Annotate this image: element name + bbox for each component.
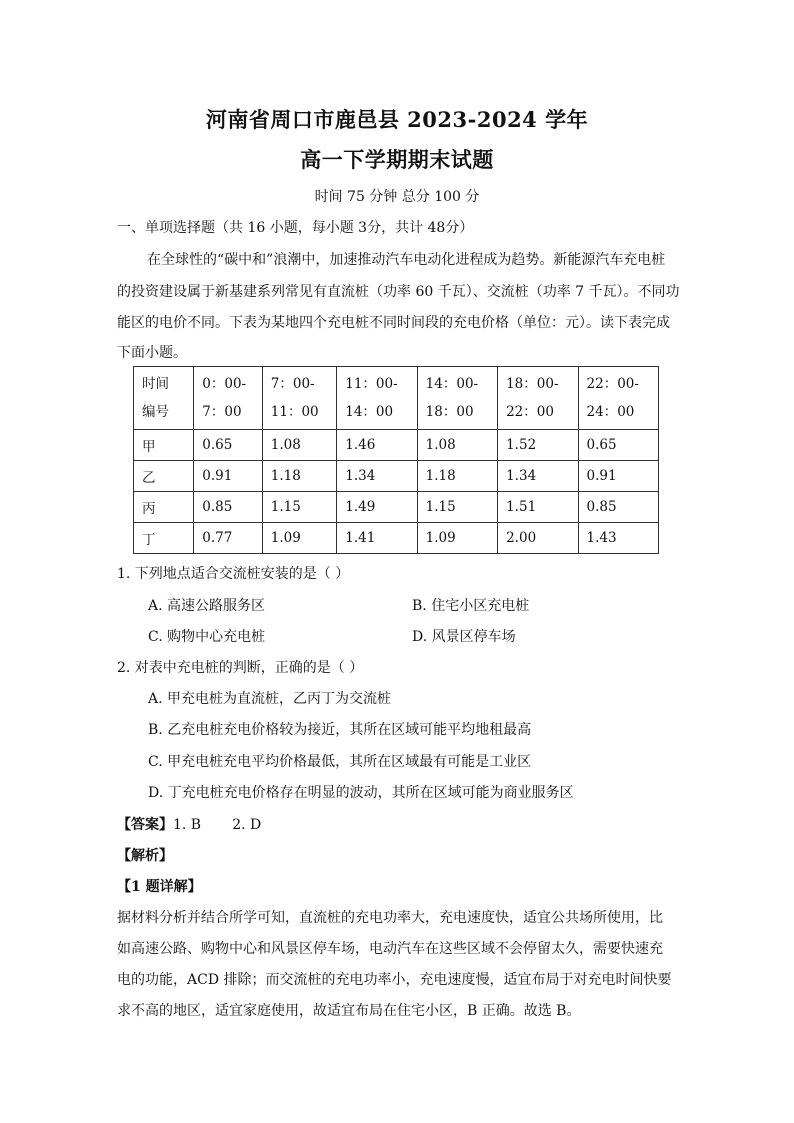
period-end: 14：00 (345, 404, 394, 420)
analysis-line: 电的功能，ACD 排除；而交流桩的充电功率小，充电速度慢，适宜布局于对充电时间快要 (117, 972, 672, 988)
period-start: 14：00- (425, 376, 479, 392)
period-start: 7：00- (270, 376, 315, 392)
period-header (578, 367, 658, 430)
row-id: 乙 (134, 461, 194, 492)
price-cell: 0.77 (194, 523, 263, 554)
table-header-row (134, 367, 659, 430)
period-header (262, 367, 336, 430)
price-cell: 1.34 (337, 461, 417, 492)
price-cell: 0.91 (194, 461, 263, 492)
period-start: 0：00- (202, 376, 247, 392)
table-row (134, 461, 659, 492)
price-cell: 1.34 (498, 461, 578, 492)
price-table (133, 366, 659, 554)
question-2-option-c[interactable]: C. 甲充电桩充电平均价格最低，其所在区域最有可能是工业区 (148, 754, 532, 770)
corner-label-time: 时间 (142, 376, 169, 392)
question-1-option-d[interactable]: D. 风景区停车场 (412, 629, 516, 645)
question-2-stem: 2. 对表中充电桩的判断，正确的是（ ） (117, 660, 364, 676)
period-end: 11：00 (270, 404, 319, 420)
answer-line (117, 815, 687, 835)
analysis-line: 据材料分析并结合所学可知，直流桩的充电功率大，充电速度快，适宜公共场所使用，比 (117, 910, 663, 926)
price-cell: 1.18 (417, 461, 497, 492)
row-id: 丁 (134, 523, 194, 554)
period-start: 22：00- (586, 376, 639, 392)
price-cell: 1.08 (262, 430, 336, 461)
period-start: 18：00- (506, 376, 559, 392)
price-cell: 1.52 (498, 430, 578, 461)
row-id: 甲 (134, 430, 194, 461)
period-end: 22：00 (506, 404, 554, 420)
exam-title-line2: 高一下学期期末试题 (300, 147, 494, 172)
analysis-detail-label: 【1 题详解】 (117, 879, 202, 895)
period-header (337, 367, 417, 430)
price-cell: 1.41 (337, 523, 417, 554)
price-cell: 1.46 (337, 430, 417, 461)
price-cell: 1.18 (262, 461, 336, 492)
table-row (134, 523, 659, 554)
row-id: 丙 (134, 492, 194, 523)
question-2-option-a[interactable]: A. 甲充电桩为直流桩，乙丙丁为交流桩 (148, 691, 392, 707)
question-1-stem: 1. 下列地点适合交流桩安装的是（ ） (117, 566, 350, 582)
answer-text: 1. B 2. D (173, 817, 262, 833)
price-cell: 1.51 (498, 492, 578, 523)
analysis-line: 求不高的地区，适宜家庭使用，故适宜布局在住宅小区，B 正确。故选 B。 (117, 1003, 581, 1019)
table-corner-cell (134, 367, 194, 430)
analysis-label: 【解析】 (117, 848, 173, 864)
period-header (194, 367, 263, 430)
passage-line: 在全球性的“碳中和”浪潮中，加速推动汽车电动化进程成为趋势。新能源汽车充电桩 (147, 252, 666, 268)
answer-label: 【答案】 (117, 817, 173, 833)
question-2-option-b[interactable]: B. 乙充电桩充电价格较为接近，其所在区域可能平均地租最高 (148, 722, 532, 738)
passage-line: 的投资建设属于新基建系列常见有直流桩（功率 60 千瓦）、交流桩（功率 7 千瓦）。不同功 (117, 284, 680, 300)
price-cell: 0.65 (578, 430, 658, 461)
question-1-option-c[interactable]: C. 购物中心充电桩 (148, 629, 266, 645)
price-cell: 2.00 (498, 523, 578, 554)
price-cell: 1.49 (337, 492, 417, 523)
price-cell: 0.91 (578, 461, 658, 492)
question-2-option-d[interactable]: D. 丁充电桩充电价格存在明显的波动，其所在区域可能为商业服务区 (148, 785, 574, 801)
price-cell: 1.15 (417, 492, 497, 523)
price-cell: 0.85 (194, 492, 263, 523)
question-1-option-b[interactable]: B. 住宅小区充电桩 (412, 598, 530, 614)
exam-meta: 时间 75 分钟 总分 100 分 (314, 189, 480, 205)
table-row (134, 492, 659, 523)
price-cell: 1.09 (417, 523, 497, 554)
section-heading: 一、单项选择题（共 16 小题，每小题 3分，共计 48分） (117, 220, 474, 236)
price-cell: 1.43 (578, 523, 658, 554)
corner-label-id: 编号 (142, 404, 169, 420)
period-end: 7：00 (202, 404, 242, 420)
passage-line: 能区的电价不同。下表为某地四个充电桩不同时间段的充电价格（单位：元）。读下表完成 (117, 315, 670, 331)
period-start: 11：00- (345, 376, 398, 392)
period-header (498, 367, 578, 430)
table-row (134, 430, 659, 461)
passage-line: 下面小题。 (117, 345, 187, 361)
price-cell: 1.08 (417, 430, 497, 461)
price-cell: 1.09 (262, 523, 336, 554)
period-end: 18：00 (425, 404, 474, 420)
exam-title-line1: 河南省周口市鹿邑县 2023-2024 学年 (205, 107, 589, 132)
period-end: 24：00 (586, 404, 635, 420)
question-1-option-a[interactable]: A. 高速公路服务区 (148, 598, 266, 614)
price-cell: 0.65 (194, 430, 263, 461)
analysis-line: 如高速公路、购物中心和风景区停车场，电动汽车在这些区域不会停留太久，需要快速充 (117, 941, 663, 957)
period-header (417, 367, 497, 430)
price-cell: 0.85 (578, 492, 658, 523)
price-cell: 1.15 (262, 492, 336, 523)
